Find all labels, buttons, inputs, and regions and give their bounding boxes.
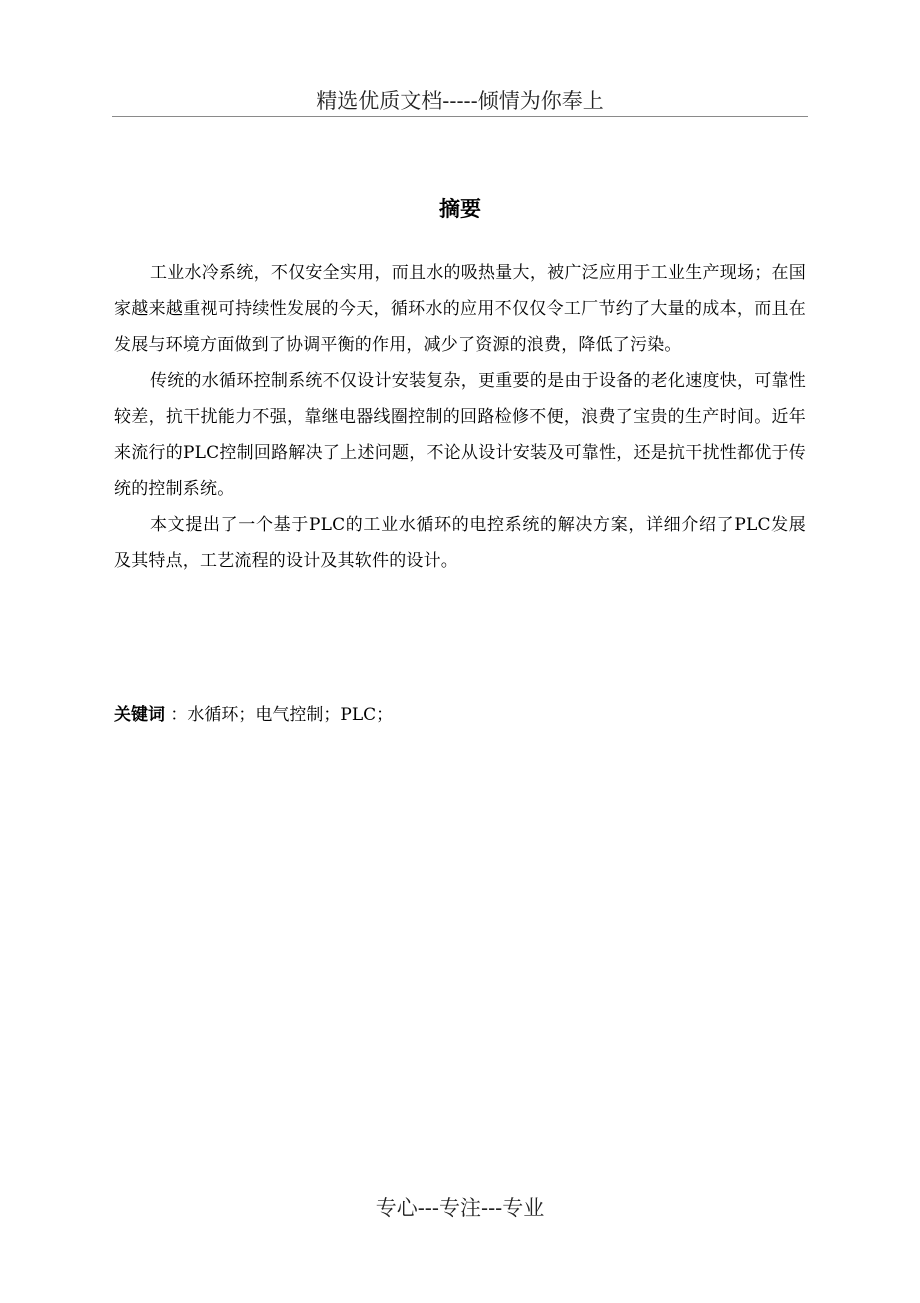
abstract-paragraph-1: 工业水冷系统，不仅安全实用，而且水的吸热量大，被广泛应用于工业生产现场；在国家越来越重视可持续性发展的今天，循环水的应用不仅仅令工厂节约了大量的成本，而且在发展与环境方面做到了协调平衡的作用，减少了资源的浪费，降低了污染。 [114, 263, 806, 355]
header-divider [112, 116, 808, 117]
abstract-paragraph-2: 传统的水循环控制系统不仅设计安装复杂，更重要的是由于设备的老化速度快，可靠性较差，抗干扰能力不强，靠继电器线圈控制的回路检修不便，浪费了宝贵的生产时间。近年来流行的PLC控制回路解决了上述问题，不论从设计安装及可靠性，还是抗干扰性都优于传统的控制系统。 [114, 371, 806, 499]
abstract-body [114, 255, 806, 579]
page-header: 精选优质文档-----倾情为你奉上 [316, 89, 604, 113]
page-footer: 专心---专注---专业 [375, 1196, 545, 1220]
abstract-paragraph-3: 本文提出了一个基于PLC的工业水循环的电控系统的解决方案，详细介绍了PLC发展及其特点，工艺流程的设计及其软件的设计。 [114, 515, 806, 571]
keywords-label: 关键词 [114, 705, 165, 725]
abstract-title: 摘要 [439, 197, 481, 221]
keywords-separator: ： [165, 705, 188, 725]
keywords-line [114, 700, 806, 730]
keywords-value: 水循环；电气控制；PLC； [187, 705, 394, 725]
